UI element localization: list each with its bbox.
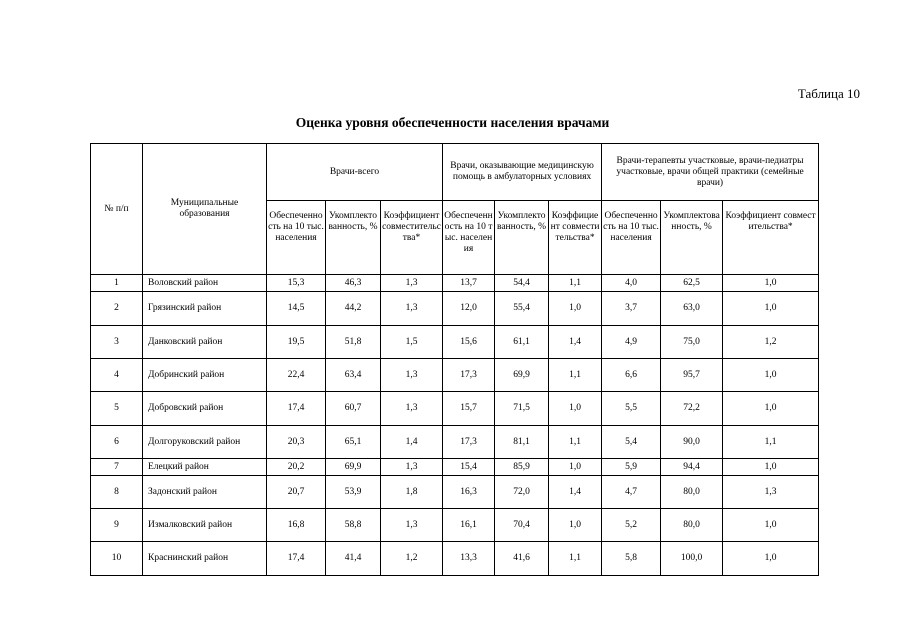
- table-number-label: Таблица 10: [797, 86, 860, 101]
- table-cell: 71,5: [495, 392, 549, 426]
- table-cell: 22,4: [267, 359, 326, 392]
- table-cell: 1,0: [723, 392, 819, 426]
- row-number: 4: [91, 359, 143, 392]
- doctor-provision-table: [90, 143, 819, 576]
- subheader-provision: Обеспеченность на 10 тыс. населения: [443, 201, 495, 275]
- table-cell: 80,0: [661, 509, 723, 542]
- table-cell: 17,4: [267, 542, 326, 576]
- table-cell: 16,8: [267, 509, 326, 542]
- group-header-outpatient-doctors: Врачи, оказывающие медицинскую помощь в амбулаторных условиях: [443, 144, 602, 201]
- table-cell: 15,7: [443, 392, 495, 426]
- table-cell: 5,4: [602, 426, 661, 459]
- table-row: [91, 459, 819, 476]
- table-cell: 12,0: [443, 292, 495, 326]
- table-cell: 95,7: [661, 359, 723, 392]
- table-cell: 14,5: [267, 292, 326, 326]
- table-cell: 13,7: [443, 275, 495, 292]
- table-cell: 1,0: [549, 292, 602, 326]
- table-row: [91, 542, 819, 576]
- table-cell: 16,3: [443, 476, 495, 509]
- table-cell: 20,3: [267, 426, 326, 459]
- table-cell: 54,4: [495, 275, 549, 292]
- table-cell: 72,0: [495, 476, 549, 509]
- column-header-municipality: Муниципальные образования: [143, 144, 267, 275]
- table-cell: 1,2: [381, 542, 443, 576]
- table-cell: 1,3: [381, 459, 443, 476]
- table-cell: 58,8: [326, 509, 381, 542]
- row-number: 10: [91, 542, 143, 576]
- district-name: Елецкий район: [143, 459, 267, 476]
- table-cell: 1,1: [549, 426, 602, 459]
- table-cell: 1,3: [381, 392, 443, 426]
- table-row: [91, 392, 819, 426]
- table-cell: 6,6: [602, 359, 661, 392]
- table-cell: 4,7: [602, 476, 661, 509]
- table-cell: 1,0: [723, 359, 819, 392]
- column-header-num: № п/п: [91, 144, 143, 275]
- table-cell: 13,3: [443, 542, 495, 576]
- table-cell: 17,3: [443, 426, 495, 459]
- row-number: 3: [91, 326, 143, 359]
- subheader-staffing: Укомплектованность, %: [661, 201, 723, 275]
- table-cell: 90,0: [661, 426, 723, 459]
- district-name: Грязинский район: [143, 292, 267, 326]
- table-cell: 4,0: [602, 275, 661, 292]
- table-cell: 1,0: [549, 392, 602, 426]
- district-name: Задонский район: [143, 476, 267, 509]
- table-row: [91, 509, 819, 542]
- subheader-provision: Обеспеченность на 10 тыс. населения: [602, 201, 661, 275]
- table-cell: 5,9: [602, 459, 661, 476]
- table-cell: 69,9: [326, 459, 381, 476]
- table-row: [91, 275, 819, 292]
- district-name: Воловский район: [143, 275, 267, 292]
- district-name: Данковский район: [143, 326, 267, 359]
- table-cell: 1,1: [723, 426, 819, 459]
- table-cell: 1,0: [723, 509, 819, 542]
- table-cell: 1,5: [381, 326, 443, 359]
- table-cell: 1,0: [723, 275, 819, 292]
- row-number: 2: [91, 292, 143, 326]
- table-cell: 60,7: [326, 392, 381, 426]
- table-cell: 15,6: [443, 326, 495, 359]
- district-name: Долгоруковский район: [143, 426, 267, 459]
- subheader-coefficient: Коэффициент совместительства*: [549, 201, 602, 275]
- table-row: [91, 326, 819, 359]
- table-cell: 1,1: [549, 275, 602, 292]
- table-cell: 4,9: [602, 326, 661, 359]
- subheader-staffing: Укомплектованность, %: [326, 201, 381, 275]
- table-row: [91, 476, 819, 509]
- subheader-coefficient: Коэффициент совместительства*: [381, 201, 443, 275]
- table-cell: 61,1: [495, 326, 549, 359]
- table-cell: 94,4: [661, 459, 723, 476]
- table-cell: 1,4: [381, 426, 443, 459]
- table-cell: 80,0: [661, 476, 723, 509]
- table-cell: 1,2: [723, 326, 819, 359]
- table-cell: 72,2: [661, 392, 723, 426]
- district-name: Краснинский район: [143, 542, 267, 576]
- table-cell: 5,8: [602, 542, 661, 576]
- table-cell: 81,1: [495, 426, 549, 459]
- table-cell: 1,4: [549, 476, 602, 509]
- table-cell: 1,4: [549, 326, 602, 359]
- table-cell: 15,4: [443, 459, 495, 476]
- table-cell: 51,8: [326, 326, 381, 359]
- table-cell: 53,9: [326, 476, 381, 509]
- table-cell: 63,0: [661, 292, 723, 326]
- table-cell: 1,3: [723, 476, 819, 509]
- table-body: [91, 275, 819, 576]
- table-cell: 19,5: [267, 326, 326, 359]
- row-number: 6: [91, 426, 143, 459]
- row-number: 1: [91, 275, 143, 292]
- table-cell: 5,5: [602, 392, 661, 426]
- table-cell: 15,3: [267, 275, 326, 292]
- table-cell: 41,4: [326, 542, 381, 576]
- table-cell: 1,0: [723, 459, 819, 476]
- table-row: [91, 359, 819, 392]
- table-cell: 70,4: [495, 509, 549, 542]
- table-cell: 69,9: [495, 359, 549, 392]
- subheader-staffing: Укомплектованность, %: [495, 201, 549, 275]
- row-number: 5: [91, 392, 143, 426]
- table-cell: 1,0: [723, 542, 819, 576]
- district-name: Добринский район: [143, 359, 267, 392]
- table-cell: 100,0: [661, 542, 723, 576]
- row-number: 9: [91, 509, 143, 542]
- subheader-provision: Обеспеченность на 10 тыс. населения: [267, 201, 326, 275]
- table-cell: 44,2: [326, 292, 381, 326]
- district-name: Добровский район: [143, 392, 267, 426]
- group-header-district-therapists: Врачи-терапевты участковые, врачи-педиатры участковые, врачи общей практики (семейные врачи): [602, 144, 819, 201]
- table-cell: 5,2: [602, 509, 661, 542]
- table-cell: 1,1: [549, 359, 602, 392]
- table-cell: 1,3: [381, 275, 443, 292]
- table-cell: 16,1: [443, 509, 495, 542]
- table-cell: 1,3: [381, 509, 443, 542]
- table-cell: 1,0: [549, 509, 602, 542]
- table-row: [91, 426, 819, 459]
- table-cell: 3,7: [602, 292, 661, 326]
- subheader-coefficient: Коэффициент совместительства*: [723, 201, 819, 275]
- table-cell: 17,4: [267, 392, 326, 426]
- table-cell: 46,3: [326, 275, 381, 292]
- table-cell: 41,6: [495, 542, 549, 576]
- page-title: Оценка уровня обеспеченности населения врачами: [295, 115, 610, 130]
- table-cell: 1,0: [549, 459, 602, 476]
- table-cell: 1,8: [381, 476, 443, 509]
- table-cell: 65,1: [326, 426, 381, 459]
- table-row: [91, 292, 819, 326]
- table-cell: 75,0: [661, 326, 723, 359]
- table-cell: 1,3: [381, 359, 443, 392]
- group-header-all-doctors: Врачи-всего: [267, 144, 443, 201]
- table-cell: 17,3: [443, 359, 495, 392]
- table-cell: 1,0: [723, 292, 819, 326]
- row-number: 7: [91, 459, 143, 476]
- table-cell: 63,4: [326, 359, 381, 392]
- table-cell: 85,9: [495, 459, 549, 476]
- district-name: Измалковский район: [143, 509, 267, 542]
- table-cell: 62,5: [661, 275, 723, 292]
- table-cell: 1,1: [549, 542, 602, 576]
- table-cell: 55,4: [495, 292, 549, 326]
- row-number: 8: [91, 476, 143, 509]
- table-cell: 20,7: [267, 476, 326, 509]
- table-cell: 1,3: [381, 292, 443, 326]
- table-cell: 20,2: [267, 459, 326, 476]
